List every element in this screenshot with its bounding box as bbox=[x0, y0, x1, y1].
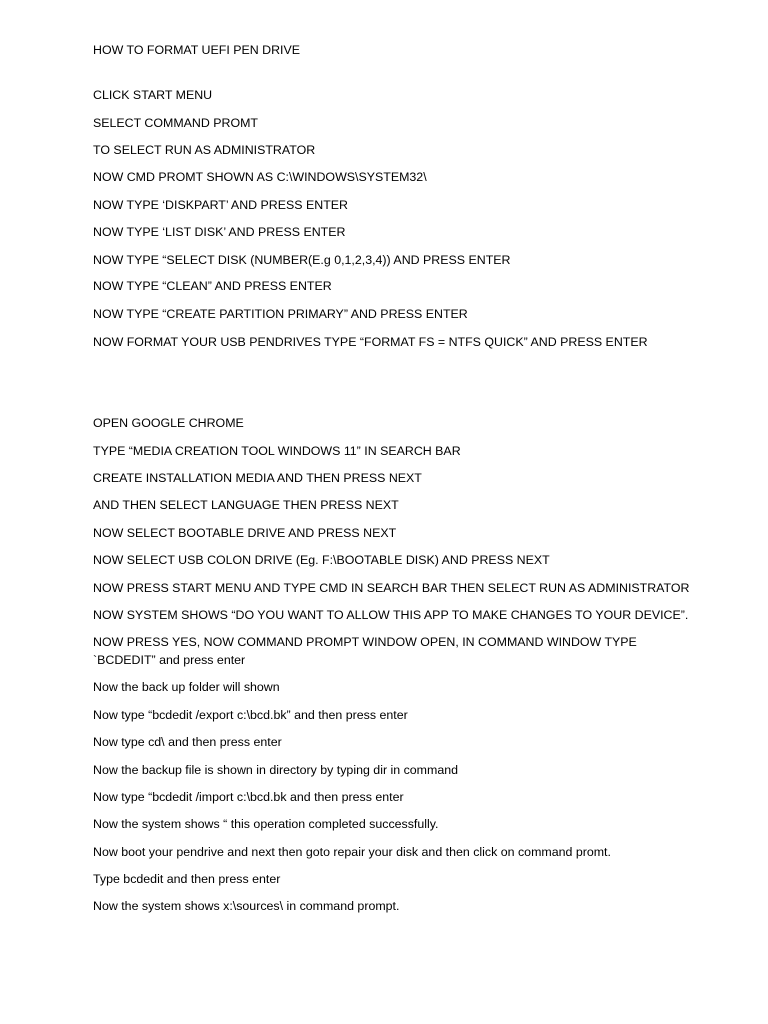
step-line: TYPE “MEDIA CREATION TOOL WINDOWS 11” IN SEARCH BAR bbox=[93, 444, 461, 458]
step-line: Now the system shows “ this operation completed successfully. bbox=[93, 817, 439, 831]
step-line: Now the back up folder will shown bbox=[93, 680, 280, 694]
step-line: NOW PRESS START MENU AND TYPE CMD IN SEARCH BAR THEN SELECT RUN AS ADMINISTRATOR bbox=[93, 581, 690, 595]
step-line: Now type cd\ and then press enter bbox=[93, 735, 282, 749]
step-line: NOW FORMAT YOUR USB PENDRIVES TYPE “FORMAT FS = NTFS QUICK” AND PRESS ENTER bbox=[93, 335, 648, 349]
step-line: NOW TYPE “CREATE PARTITION PRIMARY” AND PRESS ENTER bbox=[93, 307, 468, 321]
document-title: HOW TO FORMAT UEFI PEN DRIVE bbox=[93, 43, 300, 57]
step-line: Now the backup file is shown in directory by typing dir in command bbox=[93, 763, 459, 777]
step-line: OPEN GOOGLE CHROME bbox=[93, 416, 244, 430]
step-line: Now boot your pendrive and next then goto repair your disk and then click on command promt. bbox=[93, 845, 611, 859]
step-line: NOW TYPE “SELECT DISK (NUMBER(E.g 0,1,2,3,4)) AND PRESS ENTER bbox=[93, 253, 511, 267]
step-line: NOW SELECT BOOTABLE DRIVE AND PRESS NEXT bbox=[93, 526, 397, 540]
step-line: NOW SYSTEM SHOWS “DO YOU WANT TO ALLOW THIS APP TO MAKE CHANGES TO YOUR DEVICE”. bbox=[93, 608, 689, 622]
step-line: NOW PRESS YES, NOW COMMAND PROMPT WINDOW OPEN, IN COMMAND WINDOW TYPE `BCDEDIT” and press enter bbox=[93, 635, 637, 667]
step-line: NOW SELECT USB COLON DRIVE (Eg. F:\BOOTABLE DISK) AND PRESS NEXT bbox=[93, 553, 550, 567]
step-line: NOW CMD PROMT SHOWN AS C:\WINDOWS\SYSTEM32\ bbox=[93, 170, 427, 184]
step-line: Now the system shows x:\sources\ in command prompt. bbox=[93, 899, 400, 913]
step-line: AND THEN SELECT LANGUAGE THEN PRESS NEXT bbox=[93, 498, 399, 512]
step-line: SELECT COMMAND PROMT bbox=[93, 116, 258, 130]
step-line: NOW TYPE ‘LIST DISK’ AND PRESS ENTER bbox=[93, 225, 346, 239]
step-line: CLICK START MENU bbox=[93, 88, 213, 102]
step-line: NOW TYPE ‘DISKPART’ AND PRESS ENTER bbox=[93, 198, 348, 212]
step-line: CREATE INSTALLATION MEDIA AND THEN PRESS NEXT bbox=[93, 471, 422, 485]
step-line: Type bcdedit and then press enter bbox=[93, 872, 281, 886]
step-line: Now type “bcdedit /export c:\bcd.bk” and then press enter bbox=[93, 708, 408, 722]
step-line: NOW TYPE “CLEAN” AND PRESS ENTER bbox=[93, 279, 332, 293]
step-line: Now type “bcdedit /import c:\bcd.bk and then press enter bbox=[93, 790, 404, 804]
step-line: TO SELECT RUN AS ADMINISTRATOR bbox=[93, 143, 316, 157]
